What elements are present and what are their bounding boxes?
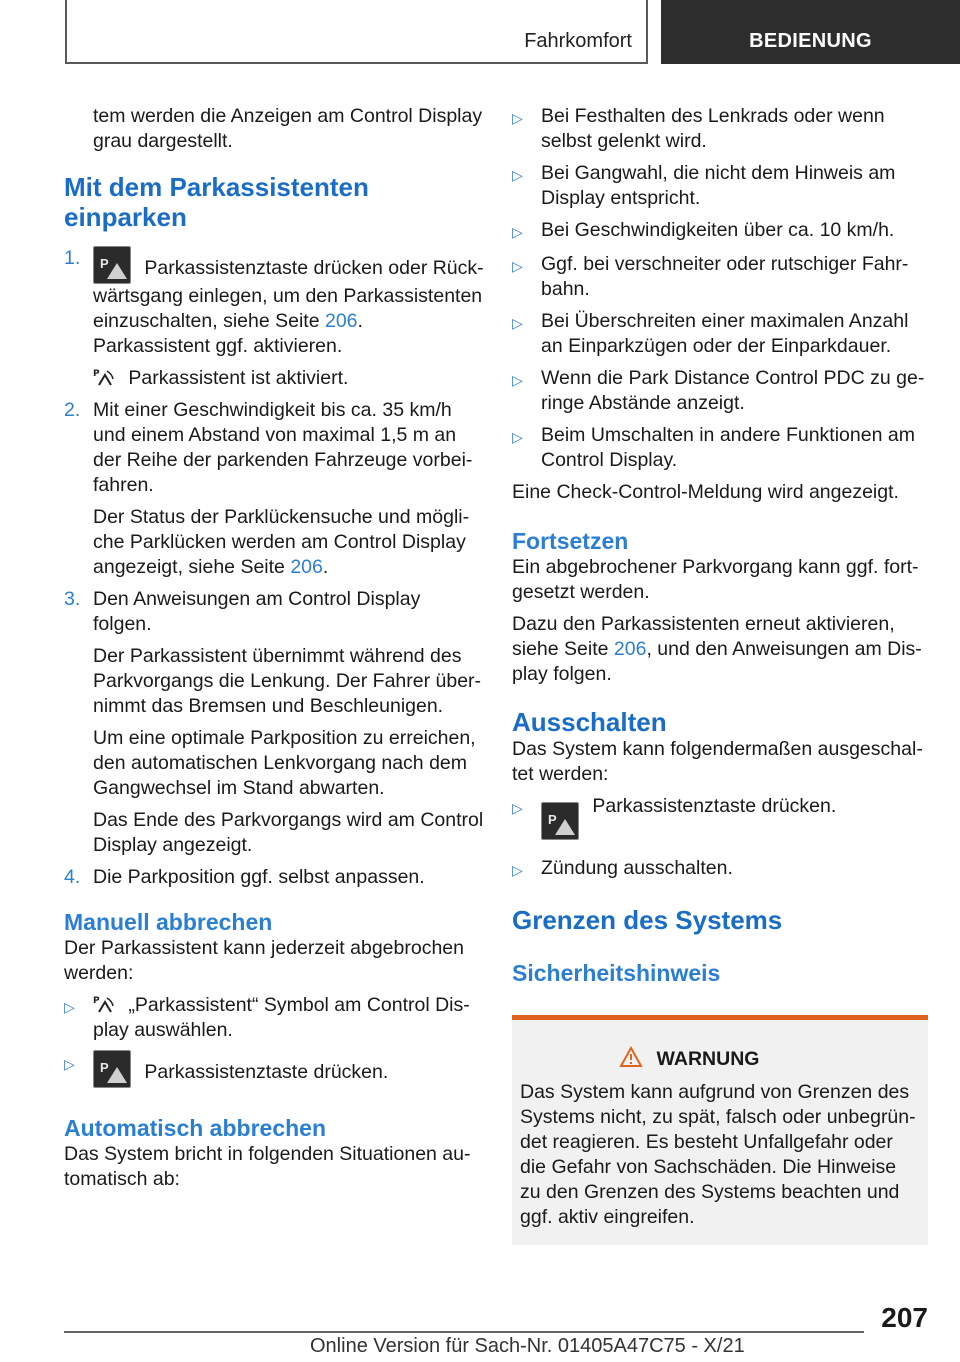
list-item: ▷ Ggf. bei verschneiter oder rutschiger Fahrbahn. [512,253,909,300]
park-assist-symbol-icon [93,994,115,1014]
svg-text:P: P [93,369,100,379]
list-item: ▷ P Parkassistenztaste drücken. [64,1050,484,1088]
chapter-tab: BEDIENUNG [661,0,960,64]
svg-text:P: P [93,996,100,1006]
left-column [64,104,484,1199]
heading-grenzen: Grenzen des Systems [512,905,783,935]
list-item: ▷ Wenn die Park Distance Control PDC zu geringe Abstände anzeigt. [512,367,925,414]
step-3: 3. Den Anweisungen am Control Display folgen. Der Parkassistent übernimmt während des Parkvorgangs die Lenkung. Der Fahrer übernimmt das Bremsen und Beschleunigen. Um eine optimale Parkposition zu erreichen, den automatischen Lenkvorgang nach dem Gangwechsel im Stand abwarten. Das Ende des Parkvorgangs wird am Control Display angezeigt. [64,588,484,856]
heading-ausschalten: Ausschalten [512,707,667,737]
warning-text: Das System kann aufgrund von Grenzen des Systems nicht, zu spät, falsch oder unbegründet reagieren. Es besteht Unfallgefahr oder die Gefahr von Sachschäden. Die Hinweise zu den Grenzen des Systems beachten und ggf. aktiv eingreifen. [520,1081,916,1228]
header-frame [65,0,648,64]
right-column: ▷ Bei Festhalten des Lenkrads oder wenn selbst gelenkt wird. ▷ Bei Gangwahl, die nicht dem Hinweis am Display entspricht. ▷ Bei Geschwindigkeiten über ca. 10 km/h. ▷ Ggf. bei verschneiter oder rutschiger Fahrbahn. ▷ Bei Überschreiten einer maximalen Anzahl an Einparkzügen oder der Einparkdauer. ▷ Wenn die Park Distance Control PDC zu geringe Abstände anzeigt. ▷ Beim Umschalten in andere Funktionen am Control Display. Eine Check-Control-Meldung wird angezeigt. Fortsetzen Ein abgebrochener Parkvorgang kann ggf. fortgesetzt werden. Dazu den Parkassistenten erneut aktivieren, siehe Seite 206, und den Anweisungen am Display folgen. Ausschalten Das System kann folgendermaßen ausgeschaltet werden: ▷ P Parkassistenztaste drücken. ▷ Zündung ausschalten. Grenzen des Systems Sicherheitshinweis [512,104,928,987]
list-item: ▷ Bei Geschwindigkeiten über ca. 10 km/h. [512,219,895,241]
list-item: ▷ P Parkassistenztaste drücken. [512,794,928,840]
list-item: ▷ P „Parkassistent“ Symbol am Control Display auswählen. [64,994,470,1041]
warning-box [512,1015,928,1245]
heading-sicherheitshinweis: Sicherheitshinweis [512,960,721,986]
page-number: 207 [881,1302,928,1333]
list-item: ▷ Bei Gangwahl, die nicht dem Hinweis am Display entspricht. [512,162,896,209]
page-link[interactable]: 206 [290,556,323,578]
step-4: 4. Die Parkposition ggf. selbst anpassen. [64,866,425,888]
list-item: ▷ Beim Umschalten in andere Funktionen am Control Display. [512,424,915,471]
heading-fortsetzen: Fortsetzen [512,528,629,554]
list-item: ▷ Zündung ausschalten. [512,857,733,879]
check-control-text: Eine Check-Control-Meldung wird angezeigt. [512,481,899,503]
page-link[interactable]: 206 [613,638,647,660]
step-1: 1. P Parkassistenztaste drücken oder Rückwärtsgang einlegen, um den Parkassistenten einzuschalten, siehe Seite 206. Parkassistent ggf. aktivieren. P Parkassistent ist aktiviert. [64,246,484,391]
heading-einparken: Mit dem Parkassistenten einparken [64,172,369,232]
park-assist-button-icon [93,246,131,284]
step-2: 2. Mit einer Geschwindigkeit bis ca. 35 km/h und einem Abstand von maximal 1,5 m an der Reihe der parkenden Fahrzeuge vorbeifahren. Der Status der Parklückensuche und mögliche Parklücken werden am Control Display angezeigt, siehe Seite 206. [64,399,473,578]
page-link[interactable]: 206 [324,310,358,332]
list-item: ▷ Bei Festhalten des Lenkrads oder wenn selbst gelenkt wird. [512,105,885,152]
footer-divider [64,1331,864,1333]
footer-online-version: Online Version für Sach-Nr. 01405A47C75 - X/21 [310,1335,745,1357]
auto-text: Das System bricht in folgenden Situationen automatisch ab: [64,1143,471,1190]
heading-auto: Automatisch abbrechen [64,1115,326,1141]
warning-title: WARNUNG [520,1046,918,1072]
park-assist-button-icon [93,1050,131,1088]
park-assist-symbol-icon [93,367,115,387]
heading-manuell: Manuell abbrechen [64,909,273,935]
manuell-text: Der Parkassistent kann jederzeit abgebrochen werden: [64,937,464,984]
list-item: ▷ Bei Überschreiten einer maximalen Anzahl an Einparkzügen oder der Einparkdauer. [512,310,909,357]
warning-triangle-icon [619,1046,643,1068]
section-title: Fahrkomfort [524,30,632,52]
intro-text: tem werden die Anzeigen am Control Display grau dargestellt. [93,105,483,152]
park-assist-button-icon [541,802,579,840]
